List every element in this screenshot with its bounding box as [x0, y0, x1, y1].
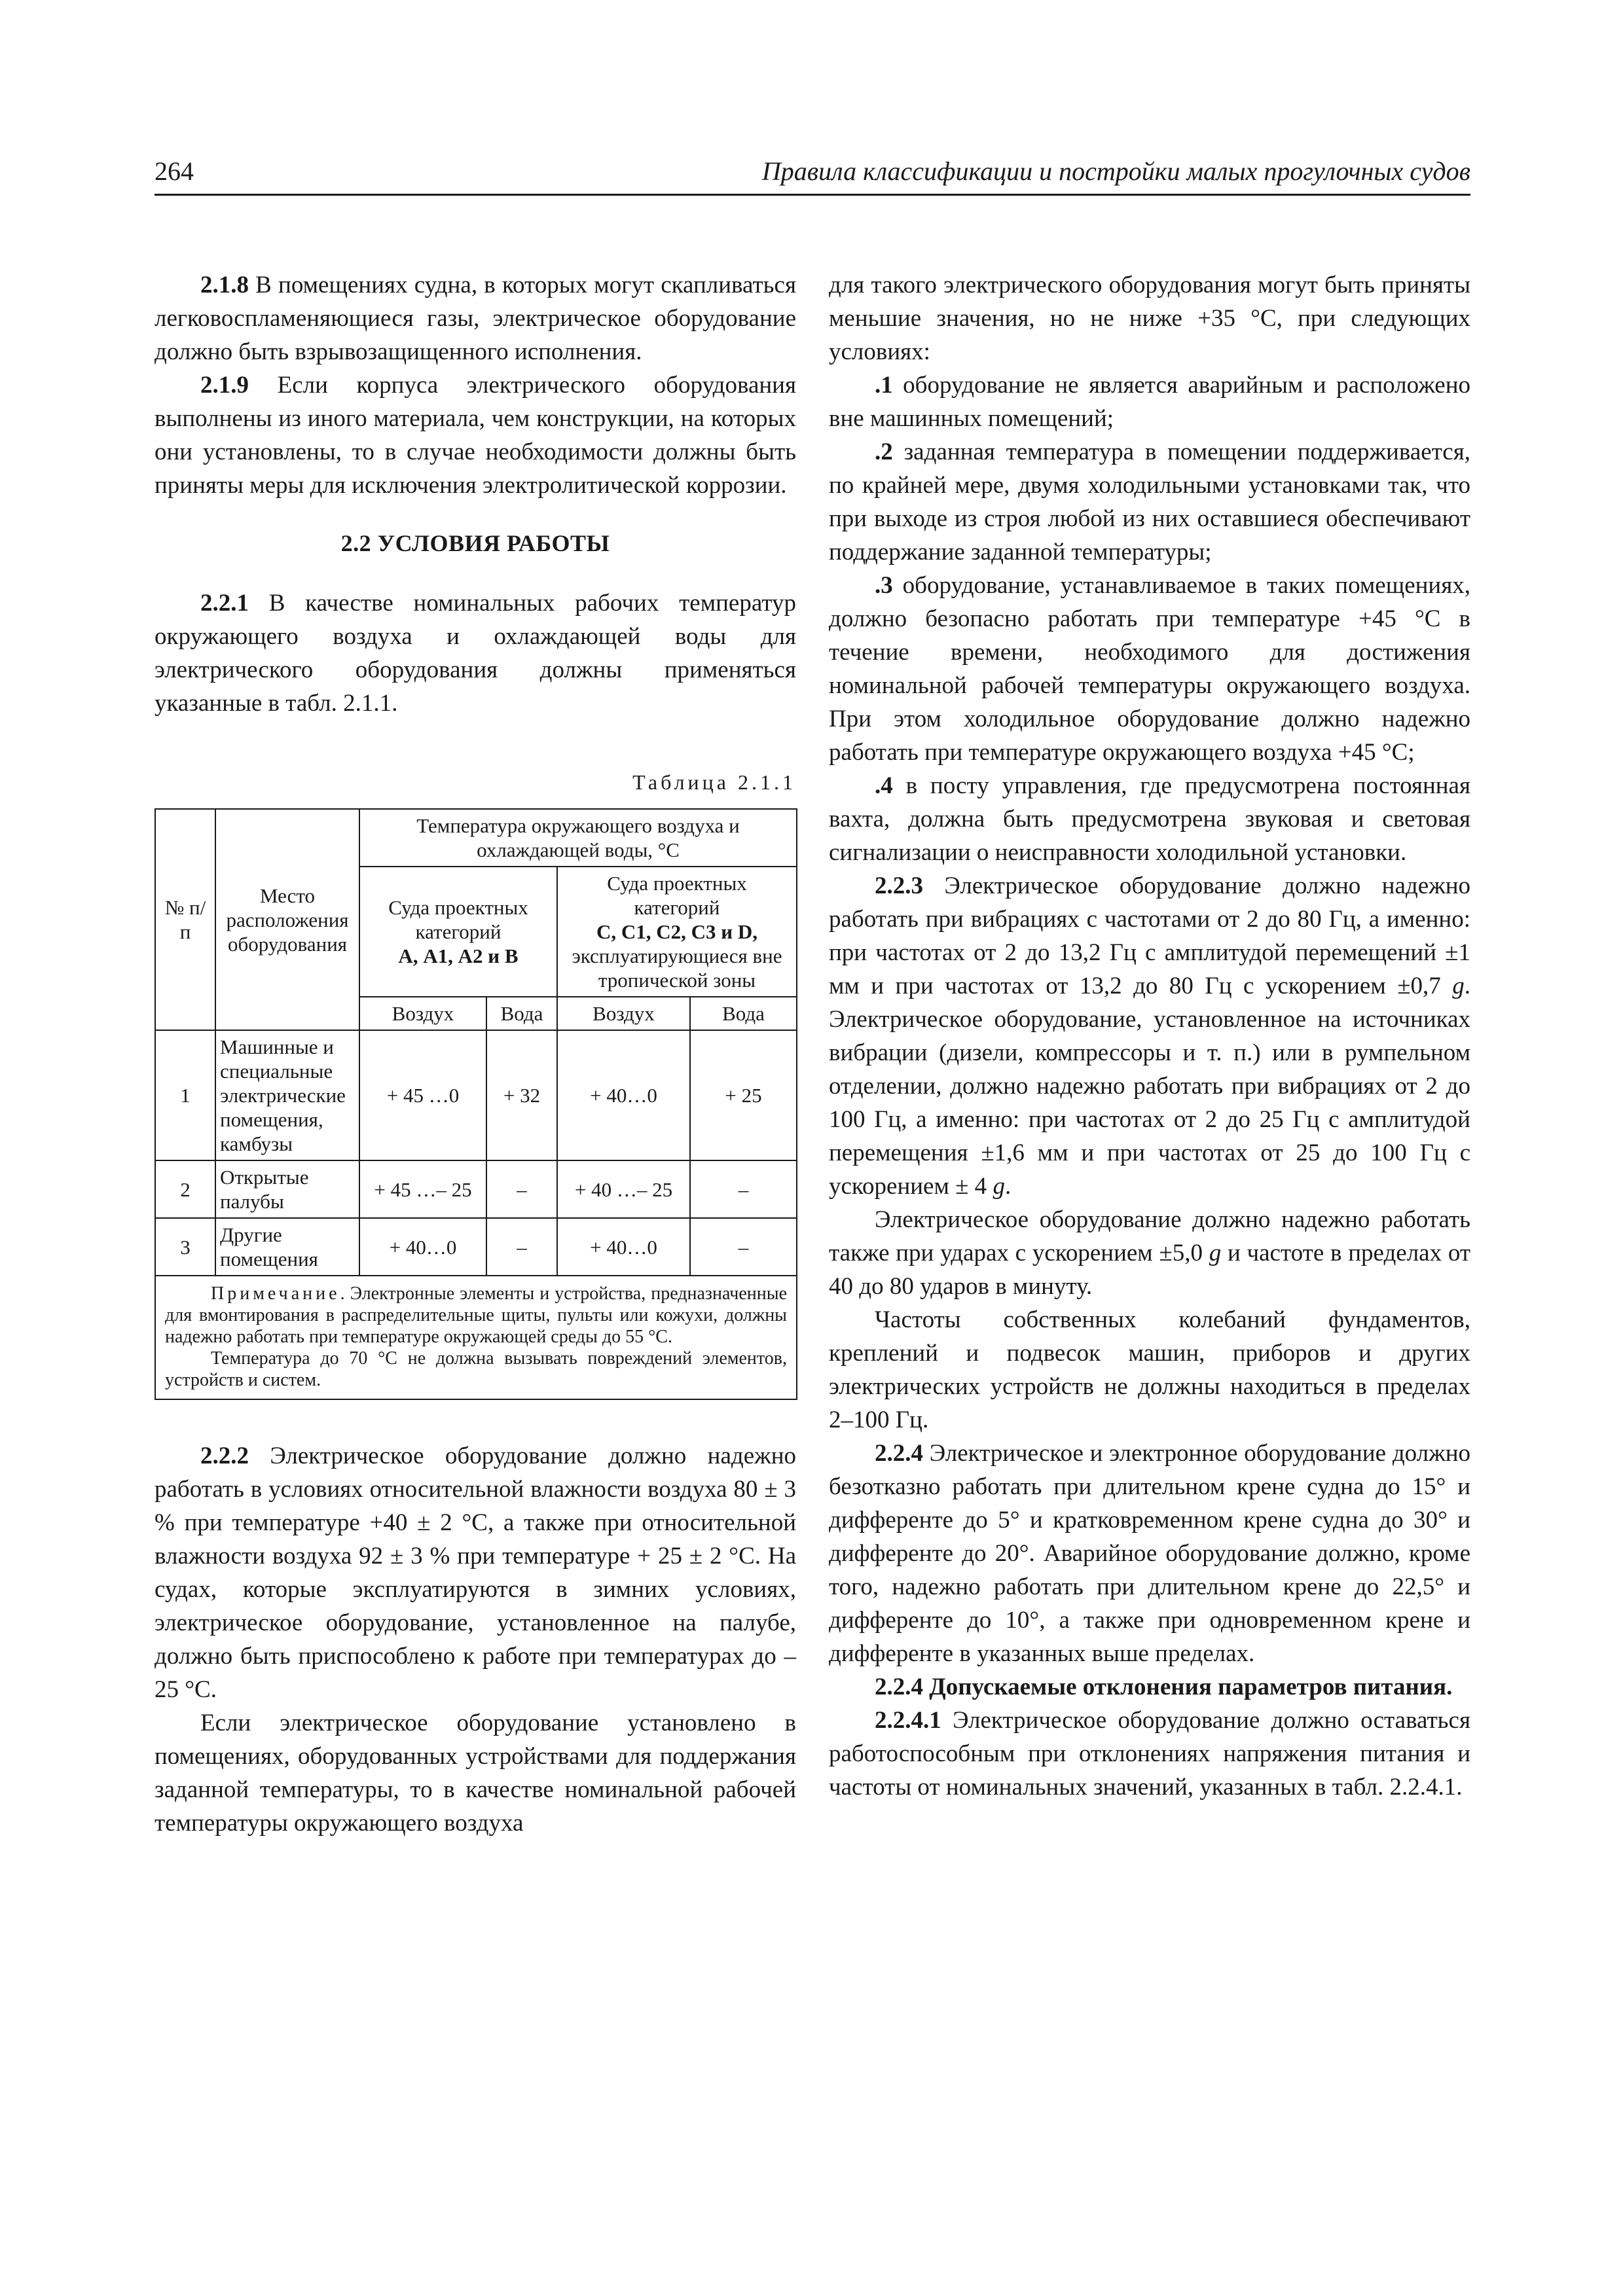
- row-water-2: –: [690, 1218, 797, 1276]
- paragraph-2-2-1: [155, 586, 796, 720]
- list-item-1: [829, 368, 1470, 435]
- header-group-1: [359, 867, 557, 997]
- header-water-1: Вода: [486, 997, 557, 1030]
- header-water-2: Вода: [690, 997, 797, 1030]
- list-item-4: [829, 769, 1470, 869]
- header-group-2: [557, 867, 797, 997]
- clause-text: Если корпуса электрического оборудования выполнены из иного материала, чем конструкции, на которых они установлены, то в случае необходимости должны быть приняты меры для исключения электролитической коррозии.: [155, 372, 796, 499]
- page-number: 264: [155, 156, 194, 186]
- subsection-title-text: 2.2.4 Допускаемые отклонения параметров питания.: [875, 1674, 1453, 1700]
- clause-number: 2.1.9: [200, 372, 249, 399]
- row-air-1: + 40…0: [359, 1218, 486, 1276]
- group-2-categories: С, С1, С2, С3 и D,: [596, 920, 758, 943]
- clause-number: 2.2.2: [200, 1443, 249, 1469]
- clause-text: Электрическое оборудование должно надежно работать при вибрациях с частотами от 2 до 80 Гц, а именно: при частотах от 2 до 13,2 Гц с амплитудой перемещений ±1 мм и при частотах от 13,2 до 80 Гц с ускорением ±0,7: [829, 872, 1470, 999]
- paragraph-2-2-2: [155, 1439, 796, 1706]
- clause-number: 2.2.1: [200, 590, 249, 617]
- header-place: Место расположения оборудования: [215, 809, 359, 1030]
- left-column: [155, 268, 796, 1840]
- subsection-title: [829, 1670, 1470, 1704]
- clause-text: Электрическое оборудование должно надежно работать также при ударах с ускорением ±5,0: [829, 1206, 1470, 1266]
- row-number: 2: [155, 1160, 215, 1218]
- clause-text: В помещениях судна, в которых могут скапливаться легковоспламеняющиеся газы, электрическое оборудование должно быть взрывозащищенного исполнения.: [155, 272, 796, 365]
- page-header: [155, 154, 1470, 196]
- item-text: заданная температура в помещении поддерживается, по крайней мере, двумя холодильными установками так, что при выходе из строя любой из них оставшиеся обеспечивают поддержание заданной температуры;: [829, 439, 1470, 565]
- g-symbol: g: [1209, 1240, 1222, 1266]
- clause-text: В качестве номинальных рабочих температур окружающего воздуха и охлаждающей воды для электрического оборудования должны применяться указанные в табл. 2.1.1.: [155, 590, 796, 717]
- paragraph-2-2-3: [829, 869, 1470, 1203]
- item-number: .4: [875, 772, 893, 799]
- clause-text: Электрическое и электронное оборудование должно безотказно работать при длительном крене судна до 15° и дифференте до 5° и кратковременном крене судна до 30° и дифференте до 20°. Аварийное оборудование должно, кроме того, надежно работать при длительном крене до 22,5° и дифференте до 10°, а также при одновременном крене и дифференте в указанных выше пределах.: [829, 1440, 1470, 1667]
- clause-text: . Электрическое оборудование, установленное на источниках вибрации (дизели, компрессоры и т. п.) или в румпельном отделении, должно надежно работать при вибрациях от 2 до 100 Гц, а именно: при частотах от 2 до 25 Гц с амплитудой перемещения ±1,6 мм и при частотах от 25 до 100 Гц с ускорением ± 4: [829, 973, 1470, 1200]
- temperature-table: [155, 808, 797, 1400]
- clause-number: 2.2.3: [875, 872, 923, 899]
- list-item-3: [829, 569, 1470, 769]
- row-water-1: + 32: [486, 1030, 557, 1160]
- row-number: 3: [155, 1218, 215, 1276]
- g-symbol: g: [1452, 973, 1465, 999]
- note-text: . Электронные элементы и устройства, предназначенные для вмонтирования в распределительные щиты, пульты или кожухи, должны надежно работать при температуре окружающей среды до 55 °С.: [165, 1283, 787, 1347]
- g-symbol: g: [993, 1173, 1005, 1200]
- clause-text: Электрическое оборудование должно надежно работать в условиях относительной влажности воздуха 80 ± 3 % при температуре +40 ± 2 °С, а также при относительной влажности воздуха 92 ± 3 % при температуре + 25 ± 2 °С. На судах, которые эксплуатируются в зимних условиях, электрическое оборудование, установленное на палубе, должно быть приспособлено к работе при температурах до –25 °С.: [155, 1443, 796, 1703]
- row-place: Другие помещения: [215, 1218, 359, 1276]
- paragraph-2-2-4: [829, 1437, 1470, 1670]
- row-air-2: + 40 …– 25: [557, 1160, 690, 1218]
- clause-text: и частоте в пределах от 40 до 80 ударов в минуту.: [829, 1240, 1470, 1300]
- header-temperature: Температура окружающего воздуха и охлаждающей воды, °С: [359, 809, 797, 867]
- paragraph-frequencies: Частоты собственных колебаний фундаментов, креплений и подвесок машин, приборов и других электрических устройств не должны находиться в пределах 2–100 Гц.: [829, 1306, 1470, 1433]
- table-row: [155, 1160, 797, 1218]
- group-1-categories: А, А1, А2 и В: [398, 944, 519, 967]
- header-air-1: Воздух: [359, 997, 486, 1030]
- paragraph-shock: [829, 1203, 1470, 1303]
- table-row: [155, 1218, 797, 1276]
- paragraph-2-1-9: [155, 368, 796, 502]
- row-water-2: + 25: [690, 1030, 797, 1160]
- table-note: [155, 1276, 797, 1399]
- note-label: Примечание: [211, 1283, 340, 1304]
- item-text: оборудование не является аварийным и расположено вне машинных помещений;: [829, 372, 1470, 432]
- row-number: 1: [155, 1030, 215, 1160]
- clause-number: 2.1.8: [200, 272, 249, 298]
- clause-text: .: [1004, 1173, 1012, 1200]
- table-caption: Таблица 2.1.1: [632, 770, 796, 794]
- row-air-2: + 40…0: [557, 1030, 690, 1160]
- group-2-note: эксплуатирующиеся вне тропической зоны: [572, 944, 782, 992]
- item-number: .3: [875, 572, 893, 599]
- row-water-1: –: [486, 1160, 557, 1218]
- group-2-label: Суда проектных категорий: [607, 872, 747, 919]
- header-air-2: Воздух: [557, 997, 690, 1030]
- clause-text: Электрическое оборудование должно оставаться работоспособным при отклонениях напряжения питания и частоты от номинальных значений, указанных в табл. 2.2.4.1.: [829, 1707, 1470, 1801]
- clause-number: 2.2.4.1: [875, 1707, 941, 1734]
- row-water-1: –: [486, 1218, 557, 1276]
- row-air-2: + 40…0: [557, 1218, 690, 1276]
- row-place: Открытые палубы: [215, 1160, 359, 1218]
- paragraph-conditioned-rooms: Если электрическое оборудование установлено в помещениях, оборудованных устройствами для поддержания заданной температуры, то в качестве номинальной рабочей температуры окружающего воздуха: [155, 1710, 796, 1837]
- list-item-2: [829, 435, 1470, 569]
- right-column: [829, 268, 1470, 1804]
- row-air-1: + 45 …0: [359, 1030, 486, 1160]
- note-body: [165, 1283, 787, 1391]
- item-text: в посту управления, где предусмотрена постоянная вахта, должна быть предусмотрена звуковая и световая сигнализации о неисправности холодильной установки.: [829, 772, 1470, 866]
- table-row: [155, 1030, 797, 1160]
- row-air-1: + 45 …– 25: [359, 1160, 486, 1218]
- row-place: Машинные и специальные электрические помещения, камбузы: [215, 1030, 359, 1160]
- running-title: Правила классификации и постройки малых прогулочных судов: [761, 156, 1470, 186]
- item-text: оборудование, устанавливаемое в таких помещениях, должно безопасно работать при температуре +45 °С в течение времени, необходимого для достижения номинальной рабочей температуры окружающего воздуха. При этом холодильное оборудование должно надежно работать при температуре окружающего воздуха +45 °С;: [829, 572, 1470, 766]
- paragraph-continuation: для такого электрического оборудования могут быть приняты меньшие значения, но не ниже +35 °С, при следующих условиях:: [829, 272, 1470, 365]
- row-water-2: –: [690, 1160, 797, 1218]
- note-text-2: Температура до 70 °С не должна вызывать повреждений элементов, устройств и систем.: [165, 1348, 787, 1390]
- section-heading: 2.2 УСЛОВИЯ РАБОТЫ: [340, 530, 610, 556]
- clause-number: 2.2.4: [875, 1440, 923, 1467]
- item-number: .1: [875, 372, 893, 399]
- group-1-label: Суда проектных категорий: [388, 896, 528, 943]
- paragraph-2-2-4-1: [829, 1704, 1470, 1804]
- paragraph-2-1-8: [155, 268, 796, 368]
- header-number: № п/п: [155, 809, 215, 1030]
- item-number: .2: [875, 439, 893, 465]
